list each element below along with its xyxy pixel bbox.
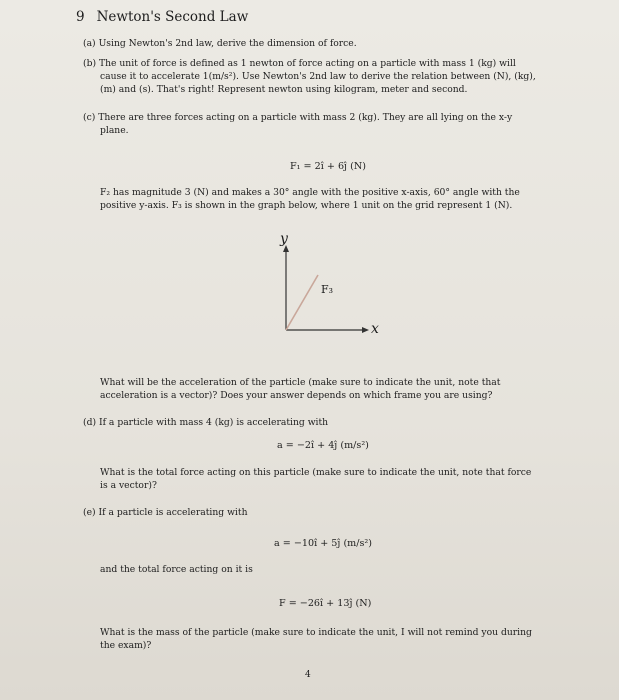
part-c-line1: (c) There are three forces acting on a particle with mass 2 (kg). They are all lying on the x-y	[83, 112, 513, 123]
section-title	[76, 9, 248, 25]
part-d-line3: is a vector)?	[100, 480, 157, 491]
part-c-line4: positive y-axis. F₃ is shown in the graph below, where 1 unit on the grid represent 1 (N).	[100, 200, 513, 211]
part-c-line3: F₂ has magnitude 3 (N) and makes a 30° angle with the positive x-axis, 60° angle with the	[100, 187, 520, 198]
f3-vector	[286, 275, 318, 330]
part-c-line2: plane.	[100, 125, 129, 136]
f3-label: F₃	[321, 283, 334, 296]
part-a: (a) Using Newton's 2nd law, derive the dimension of force.	[83, 38, 357, 49]
part-e-line3: What is the mass of the particle (make sure to indicate the unit, I will not remind you during	[100, 627, 532, 638]
section-number: 9	[76, 9, 85, 25]
y-axis-label: y	[280, 231, 288, 247]
part-c-line6: acceleration is a vector)? Does your answer depends on which frame you are using?	[100, 390, 493, 401]
part-c-line5: What will be the acceleration of the particle (make sure to indicate the unit, note that	[100, 377, 501, 388]
x-axis-arrow	[362, 327, 369, 333]
d-acceleration-equation: a = −2î + 4ĵ (m/s²)	[277, 440, 369, 451]
part-b-line1: (b) The unit of force is defined as 1 newton of force acting on a particle with mass 1 (kg) will	[83, 58, 516, 69]
page-number: 4	[305, 670, 311, 680]
section-title-text: Newton's Second Law	[96, 9, 249, 25]
part-e-line2: and the total force acting on it is	[100, 564, 253, 575]
part-b-line3: (m) and (s). That's right! Represent newton using kilogram, meter and second.	[100, 84, 468, 95]
f1-equation: F₁ = 2î + 6ĵ (N)	[290, 161, 366, 172]
force-graph	[270, 231, 390, 340]
part-d-line1: (d) If a particle with mass 4 (kg) is accelerating with	[83, 417, 329, 428]
part-e-line1: (e) If a particle is accelerating with	[83, 507, 248, 518]
x-axis-label: x	[371, 321, 379, 337]
part-d-line2: What is the total force acting on this particle (make sure to indicate the unit, note that force	[100, 467, 532, 478]
part-e-line4: the exam)?	[100, 640, 152, 651]
e-force-equation: F = −26î + 13ĵ (N)	[279, 598, 372, 609]
part-b-line2: cause it to accelerate 1(m/s²). Use Newton's 2nd law to derive the relation between (N), (kg),	[100, 71, 536, 82]
e-acceleration-equation: a = −10î + 5ĵ (m/s²)	[274, 538, 373, 549]
